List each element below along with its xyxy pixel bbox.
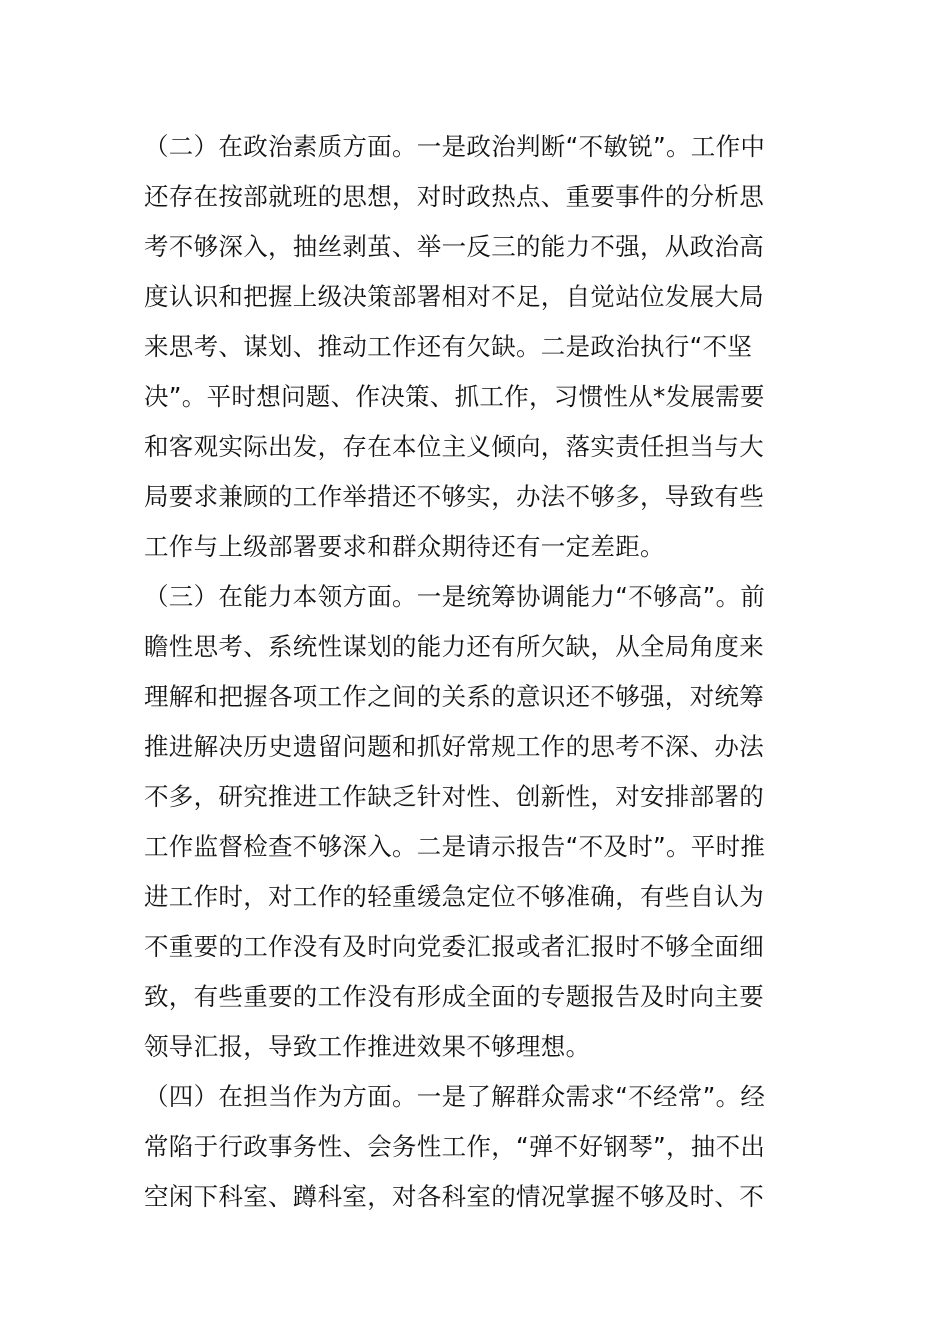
text-line: 决”。平时想问题、作决策、抓工作，习惯性从*发展需要 <box>144 382 765 411</box>
text-line: 还存在按部就班的思想，对时政热点、重要事件的分析思 <box>144 182 764 211</box>
text-line: 致，有些重要的工作没有形成全面的专题报告及时向主要 <box>144 982 764 1011</box>
text-line: 工作监督检查不够深入。二是请示报告“不及时”。平时推 <box>144 832 766 861</box>
text-line: 不重要的工作没有及时向党委汇报或者汇报时不够全面细 <box>144 932 764 961</box>
body-text <box>144 122 810 1222</box>
text-line: 领导汇报，导致工作推进效果不够理想。 <box>144 1032 591 1061</box>
text-line: 进工作时，对工作的轻重缓急定位不够准确，有些自认为 <box>144 882 764 911</box>
text-line: （二）在政治素质方面。一是政治判断“不敏锐”。工作中 <box>144 132 766 161</box>
text-line: 度认识和把握上级决策部署相对不足，自觉站位发展大局 <box>144 282 764 311</box>
text-line: 推进解决历史遗留问题和抓好常规工作的思考不深、办法 <box>144 732 764 761</box>
text-line: （四）在担当作为方面。一是了解群众需求“不经常”。经 <box>144 1082 766 1111</box>
text-line: （三）在能力本领方面。一是统筹协调能力“不够高”。前 <box>144 582 766 611</box>
text-line: 常陷于行政事务性、会务性工作，“弹不好钢琴”，抽不出 <box>144 1132 766 1161</box>
text-line: 空闲下科室、蹲科室，对各科室的情况掌握不够及时、不 <box>144 1182 764 1211</box>
text-line: 理解和把握各项工作之间的关系的意识还不够强，对统筹 <box>144 682 764 711</box>
text-line: 工作与上级部署要求和群众期待还有一定差距。 <box>144 532 665 561</box>
text-line: 局要求兼顾的工作举措还不够实，办法不够多，导致有些 <box>144 482 764 511</box>
text-line: 不多，研究推进工作缺乏针对性、创新性，对安排部署的 <box>144 782 764 811</box>
text-line: 考不够深入，抽丝剥茧、举一反三的能力不强，从政治高 <box>144 232 764 261</box>
text-line: 瞻性思考、系统性谋划的能力还有所欠缺，从全局角度来 <box>144 632 764 661</box>
text-line: 来思考、谋划、推动工作还有欠缺。二是政治执行“不坚 <box>144 332 753 361</box>
text-line: 和客观实际出发，存在本位主义倾向，落实责任担当与大 <box>144 432 764 461</box>
